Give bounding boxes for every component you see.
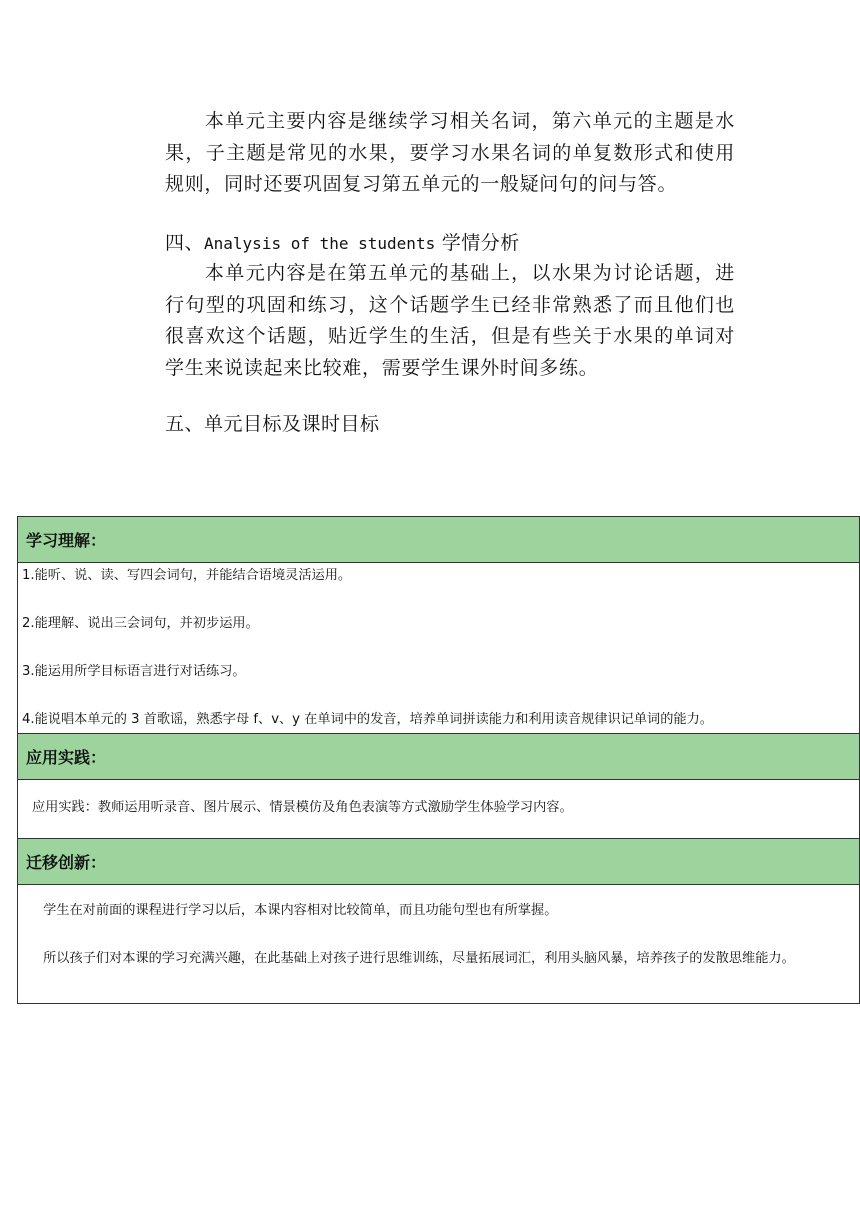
section-4-title-en: Analysis of the students — [204, 234, 436, 253]
practice-header-row — [18, 734, 860, 780]
understanding-header: 学习理解： — [18, 517, 860, 563]
section-4-prefix: 四、 — [165, 232, 205, 254]
goals-table — [17, 516, 860, 1004]
understanding-item-3: 3.能运用所学目标语言进行对话练习。 — [22, 664, 246, 679]
understanding-item-1: 1.能听、说、读、写四会词句，并能结合语境灵活运用。 — [22, 568, 352, 583]
innovation-header-row — [18, 839, 860, 885]
section-4-title-zh: 学情分析 — [435, 232, 520, 254]
practice-header: 应用实践： — [18, 734, 860, 780]
practice-body-row — [18, 780, 860, 839]
practice-body — [18, 780, 860, 839]
innovation-header: 迁移创新： — [18, 839, 860, 885]
intro-paragraph: 本单元主要内容是继续学习相关名词，第六单元的主题是水果，子主题是常见的水果，要学习水果名词的单复数形式和使用规则，同时还要巩固复习第五单元的一般疑问句的问与答。 — [165, 110, 735, 195]
understanding-item-2: 2.能理解、说出三会词句，并初步运用。 — [22, 616, 259, 631]
practice-text: 应用实践：教师运用听录音、图片展示、情景模仿及角色表演等方式激励学生体验学习内容。 — [32, 800, 573, 815]
innovation-item-1: 学生在对前面的课程进行学习以后，本课内容相对比较简单，而且功能句型也有所掌握。 — [43, 903, 558, 918]
innovation-body — [18, 885, 860, 1004]
understanding-item-4: 4.能说唱本单元的 3 首歌谣，熟悉字母 f、v、y 在单词中的发音，培养单词拼读能力和利用读音规律识记单词的能力。 — [22, 712, 713, 727]
section-5-heading: 五、单元目标及课时目标 — [165, 413, 380, 435]
section-4-heading — [165, 228, 765, 259]
understanding-body — [18, 563, 860, 734]
innovation-item-2: 所以孩子们对本课的学习充满兴趣，在此基础上对孩子进行思维训练，尽量拓展词汇，利用头脑风暴，培养孩子的发散思维能力。 — [43, 951, 795, 966]
understanding-header-row — [18, 517, 860, 563]
understanding-body-row — [18, 563, 860, 734]
section-4-paragraph: 本单元内容是在第五单元的基础上，以水果为讨论话题，进行句型的巩固和练习，这个话题学生已经非常熟悉了而且他们也很喜欢这个话题，贴近学生的生活，但是有些关于水果的单词对学生来说读起来比较难，需要学生课外时间多练。 — [165, 262, 735, 379]
innovation-body-row — [18, 885, 860, 1004]
